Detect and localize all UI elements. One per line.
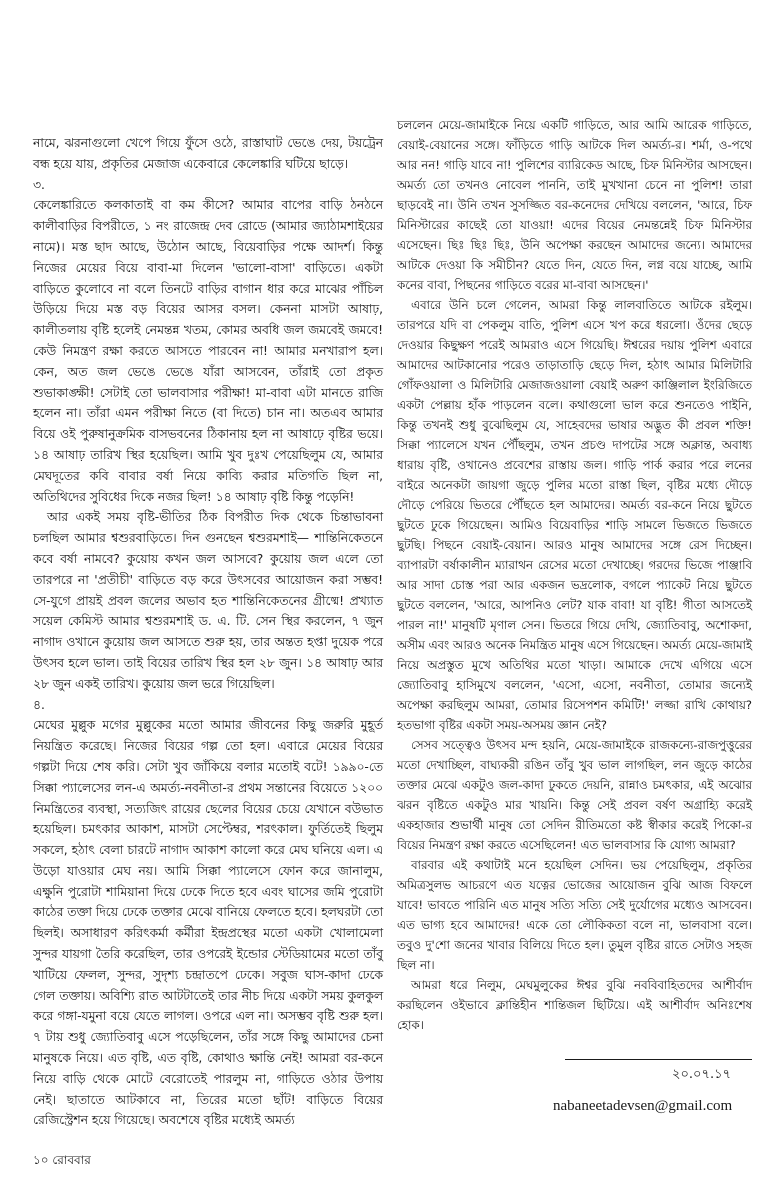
paragraph: আমরা ধরে নিলুম, মেঘমুলুকের ঈশ্বর বুঝি নববিবাহিতদের আশীর্বাদ করছিলেন ওইভাবে ক্লান্তিহীন শান্তিজল ছিটিয়ে। এই আশীর্বাদ অনিঃশেষ হোক। (397, 978, 752, 1032)
paragraph: চললেন মেয়ে-জামাইকে নিয়ে একটি গাড়িতে, আর আমি আরেক গাড়িতে, বেয়াই-বেয়ানের সঙ্গে। ফাঁড়িতে গাড়ি আটকে দিল অমর্ত্য-র। শর্মা, ও-পথে আর নন! গাড়ি যাবে না! পুলিশের ব্যারিকেড আছে, চিফ মিনিস্টার আসছেন। অমর্ত্য তো তখনও নোবেল পাননি, তাই মুখখানা চেনে না পুলিশ! তারা ছাড়বেই না। উনি তখন সুসজ্জিত বর-কনেদের দেখিয়ে বললেন, 'আরে, চিফ মিনিস্টারের কাছেই তো যাওয়া! এদের বিয়ের নেমন্তন্নেই চিফ মিনিস্টার এসেছেন। ছিঃ ছিঃ ছিঃ, উনি অপেক্ষা করছেন আমাদের জন্যে। আমাদের আটকে দেওয়া কি সমীচীন? যেতে দিন, যেতে দিন, লগ্ন বয়ে যাচ্ছে, আমি কনের বাবা, পিছনের গাড়িতে বরের মা-বাবা আসছেন।' (397, 118, 752, 292)
paragraph: বারবার এই কথাটাই মনে হয়েছিল সেদিন। ভয় পেয়েছিলুম, প্রকৃতির অমিত্রসুলভ আচরণে এত যত্নের ভোজের আয়োজন বুঝি আজ বিফলে যাবে! ভাবতে পারিনি এত মানুষ সত্যি সত্যি সেই দুর্যোগের মধ্যেও আসবেন। এত ভাগ্য হবে আমাদের! একে তো লৌকিকতা বলে না, ভালবাসা বলে। তবুও দু'শো জনের খাবার বিলিয়ে দিতে হল। তুমুল বৃষ্টির রাতে সেটাও সহজ ছিল না। (397, 858, 752, 972)
right-column (397, 115, 752, 1035)
section-number: ৪. (33, 697, 45, 712)
paragraph: সেসব সত্ত্বেও উৎসব মন্দ হয়নি, মেয়ে-জামাইকে রাজকন্যে-রাজপুত্তুরের মতো দেখাচ্ছিল, বাঘ্যকরী রঙিন তাঁবু খুব ভাল লাগছিল, লন জুড়ে কাঠের তক্তার মেঝে একটুও জল-কাদা ঢুকতে দেয়নি, রান্নাও চমৎকার, এই অঝোর ঝরন বৃষ্টিতে একটুও মার খায়নি। কিন্তু সেই প্রবল বর্ষণ অগ্রাহ্যি করেই একহাজার শুভার্থী মানুষ তো সেদিন রীতিমতো কষ্ট স্বীকার করেই পিকো-র বিয়ের নিমন্ত্রণ রক্ষা করতে এসেছিলেন! এত ভালবাসার কি যোগ্য আমরা? (397, 738, 752, 852)
paragraph: মেঘের মুল্লুক মগের মুল্লুকের মতো আমার জীবনের কিছু জরুরি মুহূর্ত নিয়ন্ত্রিত করেছে। নিজের বিয়ের গল্প তো হল। এবারে মেয়ের বিয়ের গল্পটা দিয়ে শেষ করি। সেটা খুব জাঁকিয়ে বলার মতোই বটে! ১৯৯০-তে সিক্কা প্যালেসের লন-এ অমর্ত্য-নবনীতা-র প্রথম সন্তানের বিয়েতে ১২০০ নিমন্ত্রিতের ব্যবস্থা, সত্যজিৎ রায়ের ছেলের বিয়ের চেয়ে যেখানে বউভাত হয়েছিল। চমৎকার আকাশ, মাসটা সেপ্টেম্বর, শরৎকাল। ফুর্তিতেই ছিলুম সকলে, হঠাৎ বেলা চারটে নাগাদ আকাশ কালো করে মেঘ ঘনিয়ে এল। এ উড়ো যাওয়ার মেঘ নয়। আমি সিক্কা প্যালেসে ফোন করে জানালুম, এক্ষুনি পুরোটা শামিয়ানা দিয়ে ঢেকে দিতে হবে এবং ঘাসের জমি পুরোটা কাঠের তক্তা দিয়ে ঢেকে তক্তার মেঝে বানিয়ে ফেলতে হবে। হলঘরটা তো ছিলই। অসাধারণ করিৎকর্মা কর্মীরা ইন্দ্রপ্রস্থের মতো একটা খোলামেলা সুন্দর যায়গা তৈরি করেছিল, তার ওপরেই ইন্ডোর স্টেডিয়ামের মতো তাঁবু খাটিয়ে ফেলল, সুন্দর, সুদৃশ্য চন্দ্রাতপে ঢেকে। সবুজ ঘাস-কাদা ঢেকে গেল তক্তায়। অবিশ্যি রাত আটটাতেই তার নীচ দিয়ে একটা সময় কুলকুল করে গঙ্গা-যমুনা বয়ে যেতে লাগল। ওপরে এল না। অসম্ভব বৃষ্টি শুরু হল। ৭ টায় শুধু জ্যোতিবাবু এসে পড়েছিলেন, তাঁর সঙ্গে কিছু আমাদের চেনা মানুষকে নিয়ে। এত বৃষ্টি, এত বৃষ্টি, কোথাও ক্ষান্তি নেই! আমরা বর-কনে নিয়ে বাড়ি থেকে মোটে বেরোতেই পারলুম না, গাড়িতে ওঠার উপায় নেই। ছাতাতে আটকাবে না, তিরের মতো ছাঁট! বাড়িতে বিয়ের রেজিস্ট্রেশন হয়ে গিয়েছে। অবশেষে বৃষ্টির মধ্যেই অমর্ত্য (33, 718, 383, 1128)
signature-date: ২০.০৭.১৭ (672, 1067, 731, 1082)
signature-divider (565, 1059, 752, 1060)
paragraph: আর একই সময় বৃষ্টি-ভীতির ঠিক বিপরীত দিক থেকে চিন্তাভাবনা চলছিল আমার শ্বশুরবাড়িতে। দিন গুনছেন শ্বশুরমশাই— শান্তিনিকেতনে কবে বর্ষা নামবে? কুয়োয় কখন জল আসবে? কুয়োয় জল এলে তো তারপরে না 'প্রতীচী' বাড়িতে বড় করে উৎসবের আয়োজন করা সম্ভব! সে-যুগে প্রায়ই প্রবল জলের অভাব হত শান্তিনিকেতনের গ্রীষ্মে! প্রখ্যাত সয়েল কেমিস্ট আমার শ্বশুরমশাই ড. এ. টি. সেন স্থির করলেন, ৭ জুন নাগাদ ওখানে কুয়োয় জল আসতে শুরু হয়, তার অন্তত হপ্তা দুয়েক পরে উৎসব হলে ভাল। তাই বিয়ের তারিখ স্থির হল ২৮ জুন। ১৪ আষাঢ় আর ২৮ জুন একই তারিখ। কুয়োয় জল ভরে গিয়েছিল। (33, 510, 383, 691)
left-column (33, 133, 383, 1131)
paragraph: কেলেঙ্কারিতে কলকাতাই বা কম কীসে? আমার বাপের বাড়ি ঠনঠনে কালীবাড়ির বিপরীতে, ১ নং রাজেন্দ্র দেব রোডে (আমার জ্যাঠামশাইয়ের নামে)। মস্ত ছাদ আছে, উঠোন আছে, বিয়েবাড়ির পক্ষে আদর্শ। কিন্তু নিজের মেয়ের বিয়ে বাবা-মা দিলেন 'ভালো-বাসা' বাড়িতে। একটা বাড়িতে কুলোবে না বলে তিনটে বাড়ির বাগান ধার করে মাঝের পাঁচিল উড়িয়ে দিয়ে মস্ত বড় বিয়ের আসর বসল। কেননা মাসটা আষাঢ়, কালীতলায় বৃষ্টি হলেই নেমন্তন্ন খতম, কোমর অবধি জল জমবেই জমবে! কেউ নিমন্ত্রণ রক্ষা করতে আসতে পারবেন না! আমার মনখারাপ হল। কেন, অত জল ভেঙে ভেঙে যাঁরা আসবেন, তাঁরাই তো প্রকৃত শুভাকাঙ্ক্ষী! সেটাই তো ভালবাসার পরীক্ষা! মা-বাবা এটা মানতে রাজি হলেন না। তাঁরা এমন পরীক্ষা নিতে (বা দিতে) চান না। অতএব আমার বিয়ে ওই পুরুষানুক্রমিক বাসভবনের ঠিকানায় হল না আষাঢ়ে বৃষ্টির ভয়ে। ১৪ আষাঢ় তারিখ স্থির হয়েছিল। আমি খুব দুঃখ পেয়েছিলুম যে, আমার মেঘদূতের কবি বাবার বর্ষা নিয়ে কাব্যি করার মতিগতি ছিল না, অতিথিদের সুবিধের দিকে নজর ছিল! ১৪ আষাঢ় বৃষ্টি কিন্তু পড়েনি! (33, 198, 383, 504)
section-number: ৩. (33, 177, 45, 192)
paragraph: এবারে উনি চলে গেলেন, আমরা কিন্তু লালবাতিতে আটকে রইলুম। তারপরে যদি বা পেকলুম বাতি, পুলিশ এসে খপ করে ধরলো। ওঁদের ছেড়ে দেওয়ার কিছুক্ষণ পরেই আমরাও এসে গিয়েছি। ঈশ্বরের দয়ায় পুলিশ এবারে আমাদের আটকানোর পরেও তাড়াতাড়ি ছেড়ে দিল, হঠাৎ আমার মিলিটারি গোঁফওয়ালা ও মিলিটারি মেজাজওয়ালা বেয়াই অরুণ কাঞ্জিলাল ইংরিজিতে একটা পেল্লায় হাঁক পাড়লেন বলে। কথাগুলো ভাল করে শুনতেও পাইনি, কিন্তু তখনই শুধু বুঝেছিলুম যে, সাহেবদের ভাষার অদ্ভুত কী প্রবল শক্তি! সিক্কা প্যালেসে যখন পৌঁছলুম, তখন প্রচণ্ড দাপটের সঙ্গে অক্লান্ত, অবাধ্য ধারায় বৃষ্টি, ওখানেও প্রবেশের রাস্তায় জল। গাড়ি পার্ক করার পরে লনের বাইরে অনেকটা জায়গা জুড়ে পুলির মতো রাস্তা ছিল, বৃষ্টির মধ্যে দৌড়ে দৌড়ে পেরিয়ে ভিতরে পৌঁছতে হল আমাদের। অমর্ত্য বর-কনে নিয়ে ছুটতে ছুটতে ঢুকে গিয়েছেন। আমিও বিয়েবাড়ির শাড়ি সামলে ভিজতে ভিজতে ছুটছি। পিছনে বেয়াই-বেয়ান। আরও মানুষ আমাদের সঙ্গে রেস দিচ্ছেন। ব্যাপারটা বর্ষাকালীন ম্যারাথন রেসের মতো দেখাচ্ছে। গরদের ভিজে পাঞ্জাবি আর সাদা চোস্ত পরা আর একজন ভদ্রলোক, বগলে প্যাকেট নিয়ে ছুটতে ছুটতে বললেন, 'আরে, আপনিও লেট? যাক বাবা! যা বৃষ্টি! গীতা আসতেই পারল না!' মানুষটি মৃণাল সেন। ভিতরে গিয়ে দেখি, জ্যোতিবাবু, অশোকদা, অসীম এবং আরও অনেক নিমন্ত্রিত মানুষ এসে গিয়েছেন। অমর্ত্য মেয়ে-জামাই নিয়ে অপ্রস্তুত মুখে অতিথির মতো খাড়া। আমাকে দেখে এগিয়ে এসে জ্যোতিবাবু হাসিমুখে বললেন, 'এসো, এসো, নবনীতা, তোমার জন্যেই অপেক্ষা করছিলুম আমরা, তোমার রিসেপশন কমিটি!' লজ্জা রাখি কোথায়? হতভাগা বৃষ্টির একটা সময়-অসময় জ্ঞান নেই? (397, 298, 752, 732)
page-footer: ১০ রোববার (33, 1153, 91, 1167)
paragraph: নামে, ঝরনাগুলো খেপে গিয়ে ফুঁসে ওঠে, রাস্তাঘাট ভেঙে দেয়, টয়ট্রেন বন্ধ হয়ে যায়, প্রকৃতির মেজাজ একেবারে কেলেঙ্কারি ঘটিয়ে ছাড়ে। (33, 136, 383, 171)
author-email: nabaneetadevsen@gmail.com (553, 1098, 733, 1114)
